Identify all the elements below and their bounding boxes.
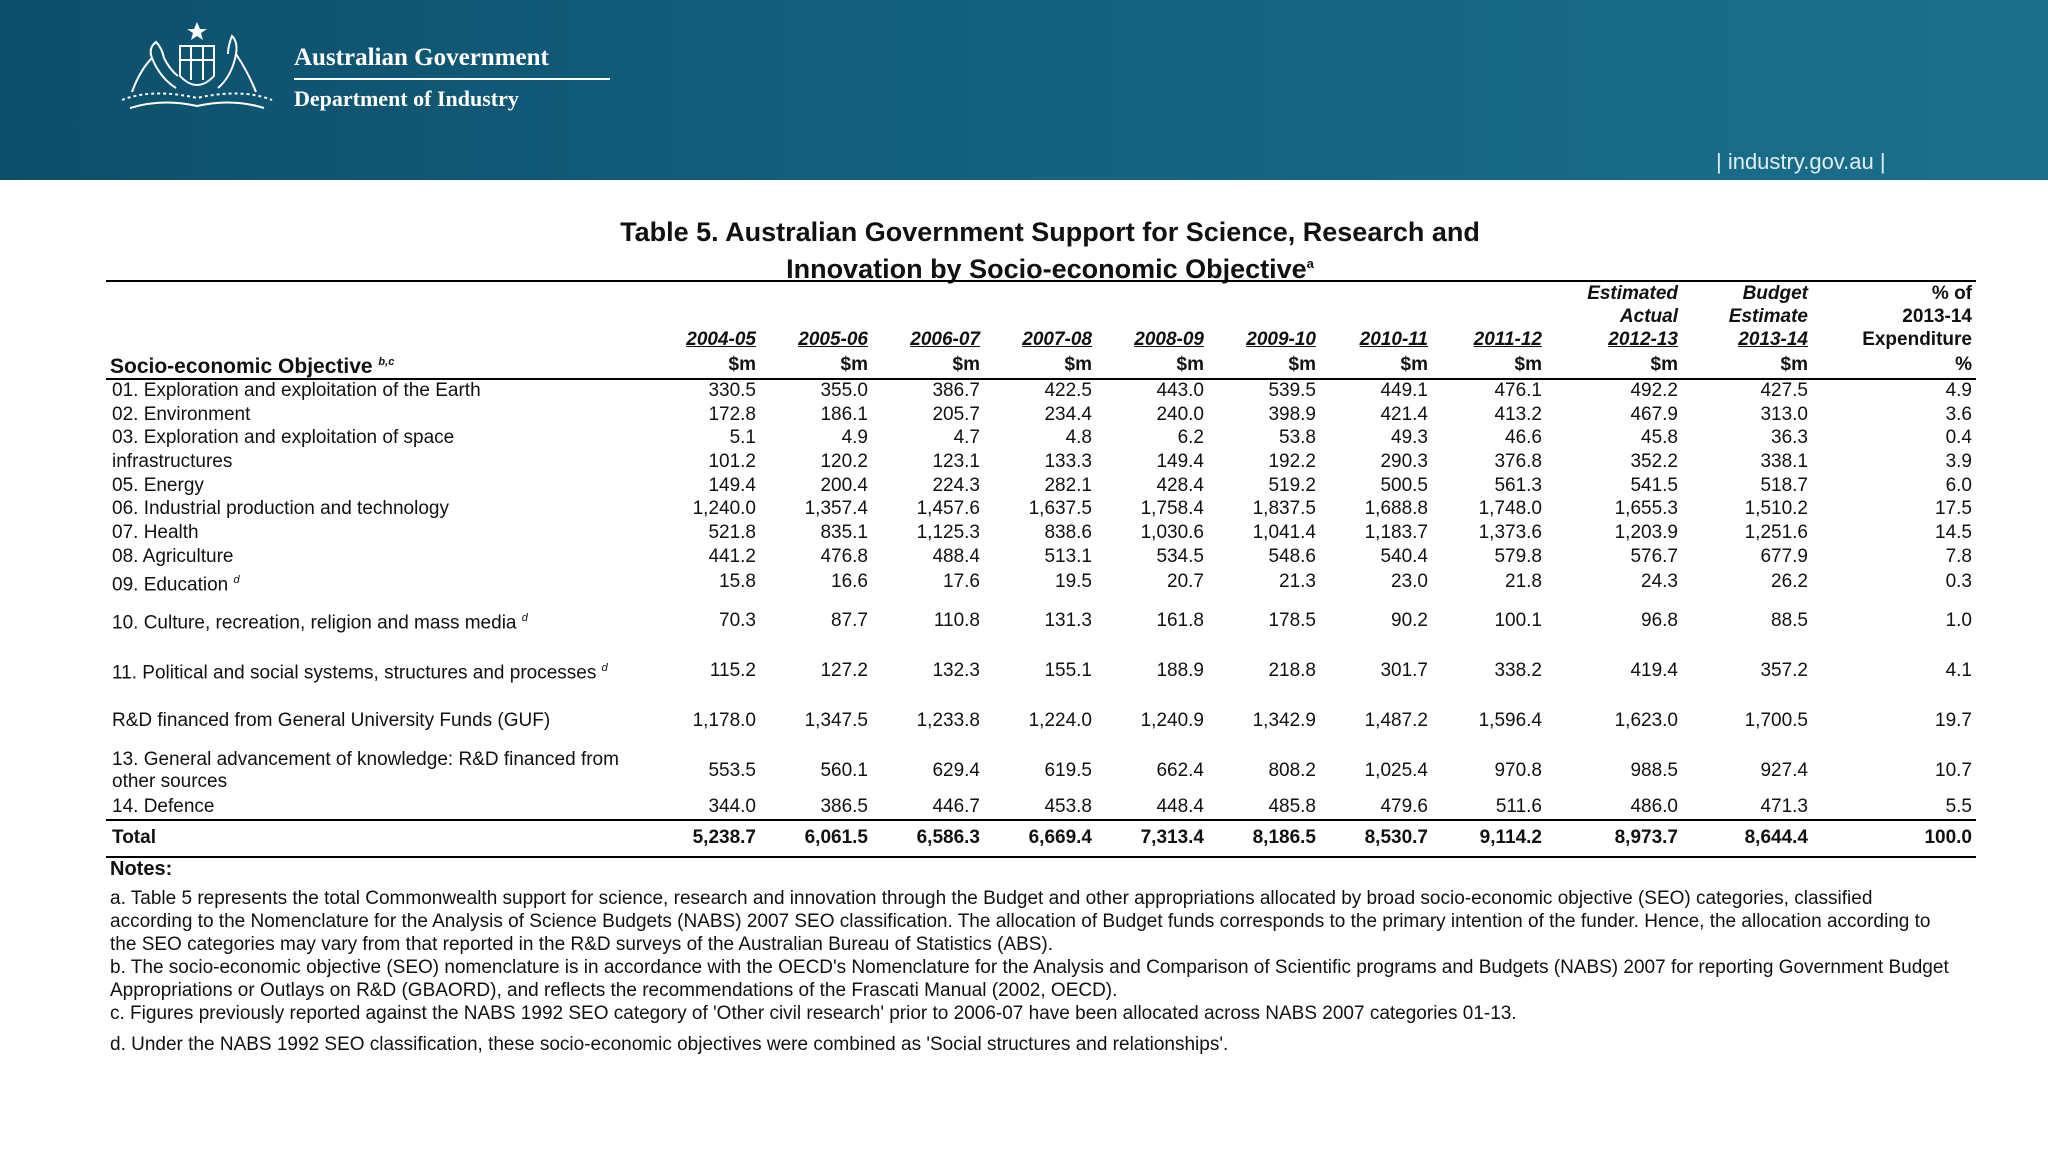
row-label: 08. Agriculture	[112, 545, 234, 567]
col-header-year: 2009-10	[1246, 329, 1316, 350]
col-header-objective: Socio-economic Objective $^{b,c}$	[106, 351, 648, 379]
row-value-cell: 541.5	[1630, 474, 1678, 496]
row-value-cell: 46.6	[1505, 427, 1542, 449]
total-row	[106, 820, 1976, 857]
col-header-year: 2007-08	[1022, 329, 1092, 350]
row-value-cell: 16.6	[831, 571, 868, 593]
row-value-cell: 4.9	[841, 427, 868, 449]
seo-support-table	[106, 280, 1976, 858]
row-label: 13. General advancement of knowledge: R&D financed from other sources	[112, 748, 619, 792]
row-value-cell: 45.8	[1641, 427, 1678, 449]
row-value-cell: 561.3	[1494, 474, 1542, 496]
row-value-cell: 1,373.6	[1478, 521, 1542, 543]
row-value-cell: 96.8	[1641, 609, 1678, 631]
row-value-cell: 132.3	[932, 659, 980, 681]
note-d: d. Under the NABS 1992 SEO classification, these socio-economic objectives were combined as 'Social structures and relationships'.	[110, 1034, 1229, 1055]
row-value-cell: 115.2	[709, 659, 756, 681]
table-row	[106, 497, 1976, 521]
row-value-cell: 149.4	[1156, 450, 1204, 472]
row-label: 09. Education $^d$	[112, 573, 240, 595]
row-value-cell: 428.4	[1156, 474, 1204, 496]
col-header-year: 2008-09	[1134, 329, 1204, 350]
pct-unit-label: %	[1812, 351, 1976, 379]
row-note-marker: d	[521, 612, 528, 625]
row-value-cell: 443.0	[1156, 380, 1204, 402]
row-value-cell: 357.2	[1760, 659, 1808, 681]
row-value-cell: 446.7	[872, 796, 984, 820]
row-value-cell: 534.5	[1156, 545, 1204, 567]
row-value-cell: 376.8	[1494, 450, 1542, 472]
row-value-cell: 224.3	[932, 474, 980, 496]
table-row	[106, 796, 1976, 820]
col-header-year: 2005-06	[798, 329, 868, 350]
row-value-cell: 19.5	[1055, 571, 1092, 593]
table-row	[106, 474, 1976, 498]
unit-label: $m	[1096, 351, 1208, 379]
total-value-cell: 8,186.5	[1208, 820, 1320, 857]
row-value-cell: 560.1	[820, 759, 868, 781]
row-value-cell: 421.4	[1380, 403, 1428, 425]
row-value-cell: 301.7	[1380, 659, 1428, 681]
row-value-cell: 90.2	[1391, 609, 1428, 631]
row-value-cell: 629.4	[932, 759, 980, 781]
row-value-cell: 386.5	[760, 796, 872, 820]
total-value-cell: 6,586.3	[872, 820, 984, 857]
row-value-cell: 20.7	[1167, 571, 1204, 593]
unit-label: $m	[1546, 351, 1682, 379]
row-value-cell: 539.5	[1268, 380, 1316, 402]
unit-label: $m	[1432, 351, 1546, 379]
row-value-cell: 1,457.6	[916, 498, 980, 520]
row-value-cell: 1,357.4	[804, 498, 868, 520]
row-value-cell: 131.3	[1044, 609, 1092, 631]
row-value-cell: 19.7	[1935, 709, 1972, 731]
row-value-cell: 155.1	[1044, 659, 1092, 681]
row-value-cell: 4.9	[1945, 380, 1972, 402]
row-value-cell: 1,342.9	[1252, 709, 1316, 731]
row-value-cell: 355.0	[820, 380, 868, 402]
row-value-cell: 386.7	[932, 380, 980, 402]
row-value-cell: 479.6	[1320, 796, 1432, 820]
total-value-cell: 8,530.7	[1320, 820, 1432, 857]
row-value-cell: 344.0	[648, 796, 760, 820]
col-header-estimated-line1: Estimated	[1546, 281, 1682, 305]
row-value-cell: 519.2	[1268, 474, 1316, 496]
row-value-cell: 427.5	[1760, 380, 1808, 402]
col-header-year: 2010-11	[1359, 329, 1428, 350]
row-value-cell: 178.5	[1268, 609, 1316, 631]
row-value-cell: 1,637.5	[1028, 498, 1092, 520]
total-value-cell: 8,644.4	[1682, 820, 1812, 857]
row-value-cell: 1,240.0	[692, 498, 756, 520]
col-header-estimated-line2: Actual	[1619, 306, 1678, 327]
row-value-cell: 282.1	[1044, 474, 1092, 496]
row-value-cell: 419.4	[1630, 659, 1678, 681]
row-value-cell: 488.4	[932, 545, 980, 567]
row-value-cell: 100.1	[1494, 609, 1542, 631]
row-value-cell: 0.3	[1945, 571, 1972, 593]
row-value-cell: 4.7	[953, 427, 980, 449]
site-url-link[interactable]: | industry.gov.au |	[1716, 149, 1886, 174]
table-row	[106, 521, 1976, 545]
unit-label: $m	[872, 351, 984, 379]
row-value-cell: 521.8	[708, 521, 756, 543]
row-label: infrastructures	[112, 450, 233, 472]
row-value-cell: 4.8	[1065, 427, 1092, 449]
table-title	[420, 216, 1680, 285]
row-value-cell: 70.3	[719, 609, 756, 631]
row-value-cell: 471.3	[1682, 796, 1812, 820]
row-label: 06. Industrial production and technology	[112, 498, 449, 520]
row-value-cell: 476.8	[820, 545, 868, 567]
row-value-cell: 1,030.6	[1140, 521, 1204, 543]
row-value-cell: 513.1	[1044, 545, 1092, 567]
row-value-cell: 422.5	[1044, 380, 1092, 402]
table-title-line1: Table 5. Australian Government Support for Science, Research and	[620, 217, 1480, 247]
table-row	[106, 646, 1976, 696]
row-value-cell: 21.8	[1505, 571, 1542, 593]
row-value-cell: 7.8	[1945, 545, 1972, 567]
row-value-cell: 1,041.4	[1252, 521, 1316, 543]
notes-heading: Notes:	[110, 858, 173, 880]
row-value-cell: 17.5	[1935, 498, 1972, 520]
unit-label: $m	[1208, 351, 1320, 379]
row-label: R&D financed from General University Funds (GUF)	[112, 709, 551, 731]
row-label: 01. Exploration and exploitation of the Earth	[112, 380, 481, 402]
header-row-2	[106, 305, 1976, 328]
row-value-cell: 808.2	[1268, 759, 1316, 781]
row-value-cell: 330.5	[708, 380, 756, 402]
row-value-cell: 838.6	[1044, 521, 1092, 543]
total-value-cell: 6,669.4	[984, 820, 1096, 857]
row-value-cell: 1,758.4	[1140, 498, 1204, 520]
table-body	[106, 379, 1976, 820]
row-value-cell: 24.3	[1641, 571, 1678, 593]
row-value-cell: 23.0	[1391, 571, 1428, 593]
row-note-marker: d	[233, 573, 240, 586]
row-value-cell: 449.1	[1380, 380, 1428, 402]
units-row	[106, 351, 1976, 379]
col-header-year: 2006-07	[910, 329, 980, 350]
row-value-cell: 1,623.0	[1614, 709, 1678, 731]
row-value-cell: 1,233.8	[916, 709, 980, 731]
col-header-pct-line2: 2013-14	[1902, 306, 1972, 327]
row-value-cell: 677.9	[1760, 545, 1808, 567]
row-value-cell: 123.1	[932, 450, 980, 472]
department-name: Department of Industry	[294, 86, 519, 111]
row-value-cell: 26.2	[1771, 571, 1808, 593]
row-value-cell: 338.2	[1494, 659, 1542, 681]
col-header-estimated-year: 2012-13	[1608, 329, 1678, 350]
row-value-cell: 338.1	[1760, 450, 1808, 472]
row-value-cell: 1,183.7	[1364, 521, 1428, 543]
row-value-cell: 218.8	[1268, 659, 1316, 681]
row-value-cell: 988.5	[1630, 759, 1678, 781]
row-value-cell: 120.2	[820, 450, 868, 472]
row-label: 07. Health	[112, 521, 199, 543]
row-value-cell: 14.5	[1935, 521, 1972, 543]
row-value-cell: 192.2	[1268, 450, 1316, 472]
col-header-budget-line1: Budget	[1682, 281, 1812, 305]
row-value-cell: 6.0	[1945, 474, 1972, 496]
table-row	[106, 569, 1976, 596]
row-value-cell: 10.7	[1935, 759, 1972, 781]
col-header-year: 2004-05	[686, 329, 756, 350]
row-label: 02. Environment	[112, 403, 251, 425]
row-note-marker: d	[601, 662, 608, 675]
row-value-cell: 15.8	[719, 571, 756, 593]
row-value-cell: 53.8	[1279, 427, 1316, 449]
row-value-cell: 36.3	[1771, 427, 1808, 449]
unit-label: $m	[1682, 351, 1812, 379]
row-value-cell: 476.1	[1494, 380, 1542, 402]
note-b: b. The socio-economic objective (SEO) nomenclature is in accordance with the OECD's Nomenclature for the Analysis and Comparison of Scientific programs and Budgets (NABS) 2007 for reporting Government Budget Appropriations or Outlays on R&D (GBAORD), and reflects the recommendations of the Frascati Manual (2002, OECD).	[110, 957, 1949, 1001]
table-row	[106, 596, 1976, 646]
row-value-cell: 5.5	[1812, 796, 1976, 820]
government-name: Australian Government	[294, 44, 549, 71]
row-value-cell: 1,748.0	[1478, 498, 1542, 520]
row-value-cell: 1.0	[1945, 609, 1972, 631]
total-value-cell: 8,973.7	[1546, 820, 1682, 857]
row-value-cell: 1,224.0	[1028, 709, 1092, 731]
table-row	[106, 426, 1976, 450]
row-value-cell: 1,700.5	[1744, 709, 1808, 731]
row-value-cell: 161.8	[1156, 609, 1204, 631]
table-title-note-marker: a	[1306, 256, 1314, 271]
row-value-cell: 133.3	[1044, 450, 1092, 472]
total-value-cell: 100.0	[1812, 820, 1976, 857]
row-value-cell: 540.4	[1380, 545, 1428, 567]
row-value-cell: 88.5	[1771, 609, 1808, 631]
row-value-cell: 485.8	[1208, 796, 1320, 820]
col-header-budget-line2: Estimate	[1728, 306, 1808, 327]
row-value-cell: 448.4	[1096, 796, 1208, 820]
row-value-cell: 518.7	[1760, 474, 1808, 496]
unit-label: $m	[1320, 351, 1432, 379]
row-value-cell: 1,240.9	[1140, 709, 1204, 731]
note-a: a. Table 5 represents the total Commonwealth support for science, research and innovation through the Budget and other appropriations allocated by broad socio-economic objective (SEO) categories, classified according to the Nomenclature for the Analysis of Science Budgets (NABS) 2007 SEO classification. The allocation of Budget funds corresponds to the primary intention of the funder. Hence, the allocation according to the SEO categories may vary from that reported in the R&D surveys of the Australian Bureau of Statistics (ABS).	[110, 888, 1931, 955]
row-value-cell: 240.0	[1156, 403, 1204, 425]
row-value-cell: 1,837.5	[1252, 498, 1316, 520]
total-value-cell: 6,061.5	[760, 820, 872, 857]
row-value-cell: 87.7	[831, 609, 868, 631]
row-value-cell: 970.8	[1494, 759, 1542, 781]
total-value-cell: 7,313.4	[1096, 820, 1208, 857]
row-value-cell: 172.8	[708, 403, 756, 425]
row-label: 14. Defence	[106, 796, 648, 820]
note-c: c. Figures previously reported against the NABS 1992 SEO category of 'Other civil research' prior to 2006-07 have been allocated across NABS 2007 categories 01-13.	[110, 1003, 1517, 1024]
table-title-line2: Innovation by Socio-economic Objective	[786, 254, 1307, 284]
table-row	[106, 403, 1976, 427]
row-label: 05. Energy	[112, 474, 204, 496]
row-value-cell: 290.3	[1380, 450, 1428, 472]
row-value-cell: 1,125.3	[916, 521, 980, 543]
header-row-1	[106, 281, 1976, 305]
row-value-cell: 1,655.3	[1614, 498, 1678, 520]
row-value-cell: 553.5	[708, 759, 756, 781]
row-value-cell: 101.2	[708, 450, 756, 472]
row-value-cell: 1,688.8	[1364, 498, 1428, 520]
row-label: 10. Culture, recreation, religion and mass media $^d$	[112, 612, 528, 634]
row-value-cell: 0.4	[1945, 427, 1972, 449]
header-banner	[0, 0, 2048, 180]
header-row-3	[106, 328, 1976, 351]
row-value-cell: 352.2	[1630, 450, 1678, 472]
row-value-cell: 441.2	[708, 545, 756, 567]
coat-of-arms-logo	[112, 18, 282, 118]
row-value-cell: 398.9	[1268, 403, 1316, 425]
row-value-cell: 21.3	[1279, 571, 1316, 593]
table-row	[106, 696, 1976, 746]
table-row	[106, 545, 1976, 569]
row-value-cell: 1,347.5	[804, 709, 868, 731]
unit-label: $m	[984, 351, 1096, 379]
row-value-cell: 110.8	[933, 609, 980, 631]
row-value-cell: 200.4	[820, 474, 868, 496]
row-value-cell: 1,596.4	[1478, 709, 1542, 731]
row-value-cell: 453.8	[984, 796, 1096, 820]
table-row	[106, 379, 1976, 403]
row-value-cell: 6.2	[1177, 427, 1204, 449]
row-value-cell: 511.6	[1432, 796, 1546, 820]
row-value-cell: 492.2	[1630, 380, 1678, 402]
unit-label: $m	[760, 351, 872, 379]
row-value-cell: 548.6	[1268, 545, 1316, 567]
row-value-cell: 1,510.2	[1744, 498, 1808, 520]
row-value-cell: 576.7	[1630, 545, 1678, 567]
row-value-cell: 467.9	[1630, 403, 1678, 425]
objective-note-marker: b,c	[378, 356, 395, 368]
row-value-cell: 4.1	[1945, 659, 1972, 681]
row-value-cell: 619.5	[1044, 759, 1092, 781]
row-value-cell: 835.1	[820, 521, 868, 543]
row-value-cell: 1,178.0	[692, 709, 756, 731]
unit-label: $m	[648, 351, 760, 379]
row-value-cell: 579.8	[1494, 545, 1542, 567]
row-value-cell: 234.4	[1044, 403, 1092, 425]
row-value-cell: 5.1	[729, 427, 756, 449]
total-value-cell: 9,114.2	[1432, 820, 1546, 857]
row-value-cell: 3.9	[1945, 450, 1972, 472]
header-divider	[294, 78, 610, 80]
row-value-cell: 17.6	[943, 571, 980, 593]
row-value-cell: 205.7	[932, 403, 980, 425]
total-value-cell: 5,238.7	[648, 820, 760, 857]
col-header-budget-year: 2013-14	[1738, 329, 1808, 350]
row-value-cell: 313.0	[1760, 403, 1808, 425]
col-header-pct-line3: Expenditure	[1862, 329, 1972, 350]
row-value-cell: 1,487.2	[1364, 709, 1428, 731]
notes-section	[110, 858, 1960, 1056]
row-value-cell: 149.4	[708, 474, 756, 496]
row-value-cell: 1,025.4	[1364, 759, 1428, 781]
row-value-cell: 413.2	[1494, 403, 1542, 425]
table-row	[106, 450, 1976, 474]
row-value-cell: 500.5	[1380, 474, 1428, 496]
row-value-cell: 662.4	[1156, 759, 1204, 781]
row-value-cell: 49.3	[1391, 427, 1428, 449]
row-value-cell: 927.4	[1760, 759, 1808, 781]
row-value-cell: 188.9	[1156, 659, 1204, 681]
row-value-cell: 1,251.6	[1744, 521, 1808, 543]
total-label: Total	[106, 820, 648, 857]
row-value-cell: 186.1	[820, 403, 868, 425]
row-value-cell: 486.0	[1546, 796, 1682, 820]
col-header-pct-line1: % of	[1812, 281, 1976, 305]
row-value-cell: 127.2	[820, 659, 868, 681]
table-row	[106, 746, 1976, 796]
row-label: 11. Political and social systems, structures and processes $^d$	[112, 662, 608, 684]
row-value-cell: 3.6	[1945, 403, 1972, 425]
row-value-cell: 1,203.9	[1614, 521, 1678, 543]
col-header-year: 2011-12	[1473, 329, 1542, 350]
row-label: 03. Exploration and exploitation of space	[112, 427, 455, 449]
